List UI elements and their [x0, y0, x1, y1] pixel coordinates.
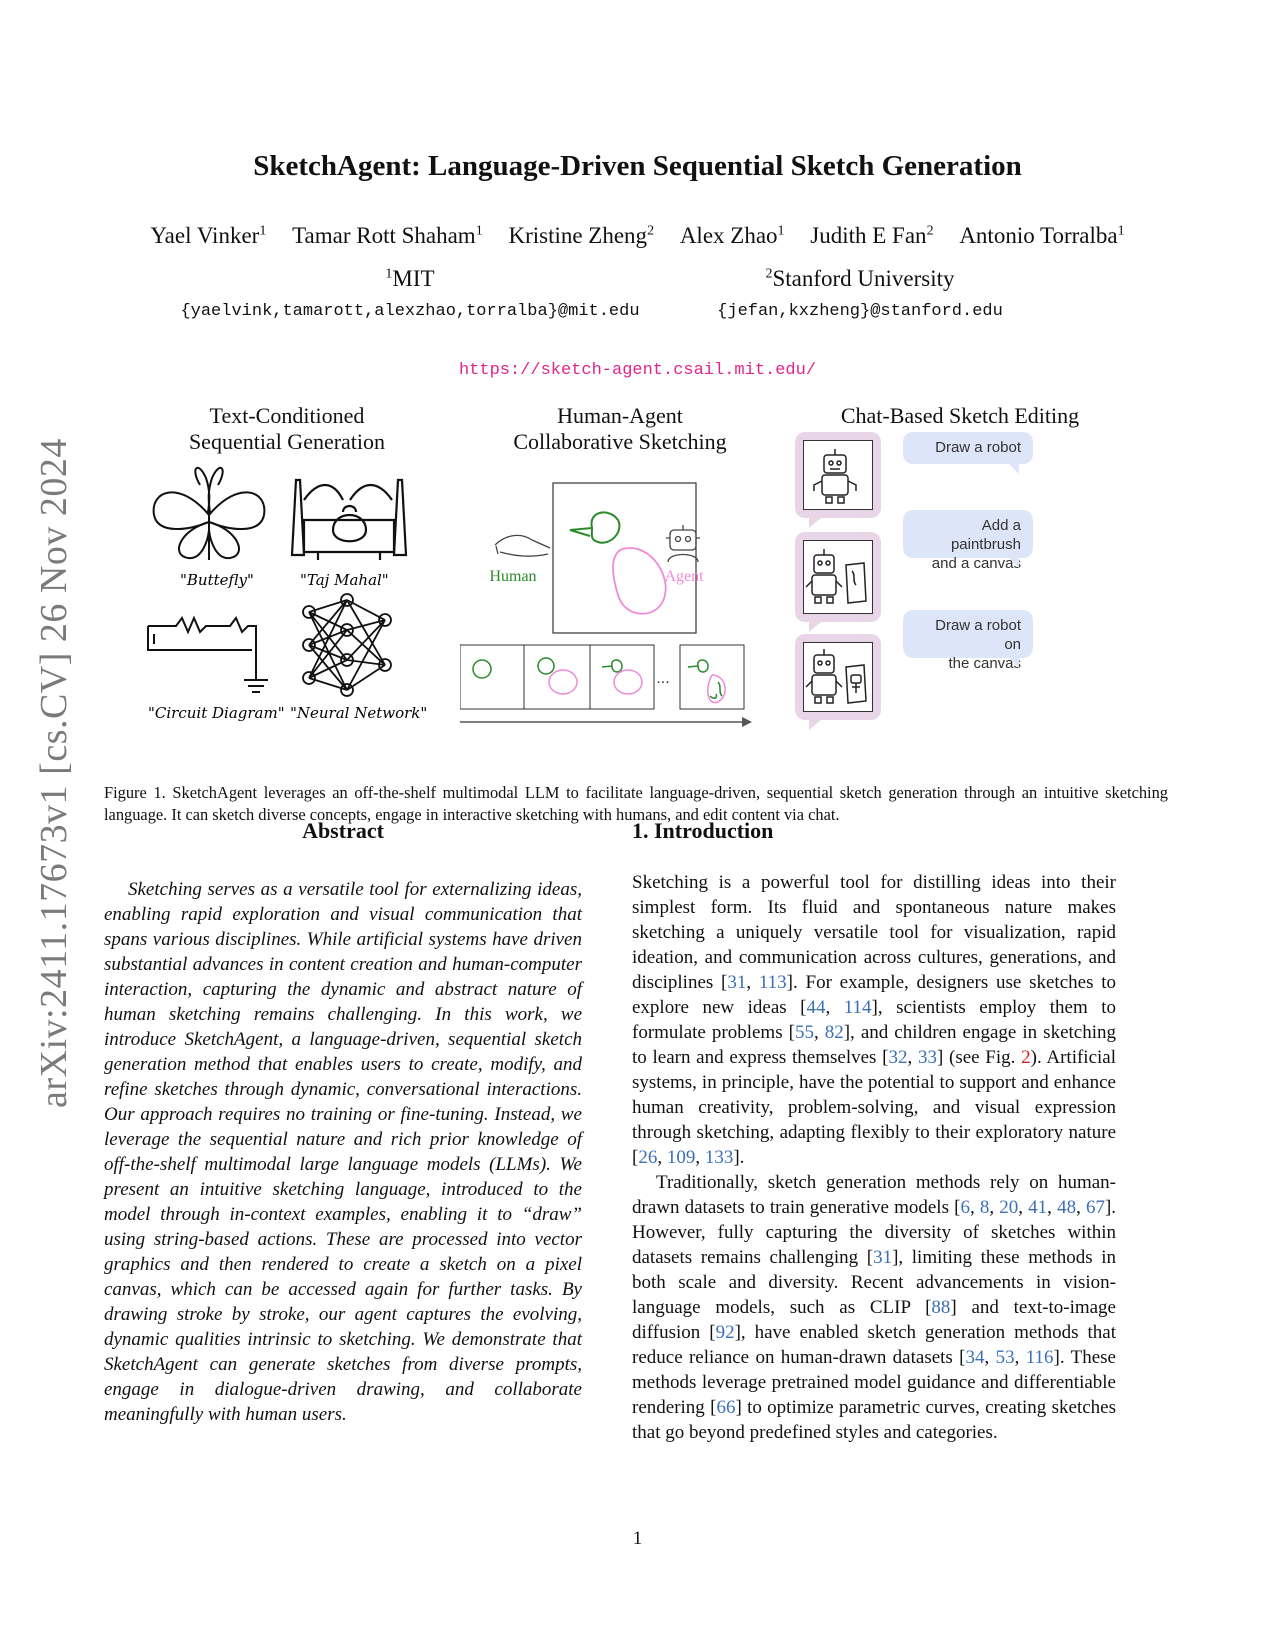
introduction-heading: 1. Introduction [632, 818, 774, 843]
citation-link[interactable]: 133 [704, 1147, 734, 1168]
citation-link[interactable]: 92 [715, 1322, 735, 1343]
butterfly-sketch [154, 468, 265, 560]
author: Tamar Rott Shaham$^1$ [292, 223, 483, 248]
citation-link[interactable]: 114 [843, 997, 872, 1018]
citation-link[interactable]: 67 [1085, 1197, 1105, 1218]
paper-title: SketchAgent: Language-Driven Sequential Sketch Generation [253, 150, 1022, 182]
citation-link[interactable]: 66 [716, 1397, 736, 1418]
taj-mahal-sketch [292, 480, 406, 560]
page-number: 1 [632, 1528, 643, 1549]
citation-link[interactable]: 88 [931, 1297, 951, 1318]
robot-sketch-1 [804, 441, 872, 509]
affiliation-stanford: $^2$Stanford University [765, 266, 955, 291]
citation-link[interactable]: 48 [1057, 1197, 1077, 1218]
neural-network-sketch [303, 594, 391, 696]
author: Judith E Fan$^2$ [810, 223, 934, 248]
author: Kristine Zheng$^2$ [508, 223, 655, 248]
author-list [0, 223, 1275, 249]
citation-link[interactable]: 82 [824, 1022, 844, 1043]
citation-link[interactable]: 44 [806, 997, 826, 1018]
arxiv-stamp [4, 410, 84, 1110]
sketch-label-butterfly: "Buttefly" [180, 571, 254, 589]
citation-link[interactable]: 31 [873, 1247, 893, 1268]
abstract-text: Sketching serves as a versatile tool for externalizing ideas, enabling rapid exploration and visual communication that spans various disciplines. While artificial systems have driven substantial advances in content creation and human-computer interaction, capturing the dynamic and abstract nature of human sketching remains challenging. In this work, we introduce SketchAgent, a language-driven, sequential sketch generation method that enables users to create, modify, and refine sketches through dynamic, conversational interactions. Our approach requires no training or fine-tuning. Instead, we leverage the sequential nature and rich prior knowledge of off-the-shelf multimodal large language models (LLMs). We present an intuitive sketching language, introduced to the model through in-context examples, enabling it to “draw” using string-based actions. These are processed into vector graphics and then rendered to create a sketch on a pixel canvas, which can be accessed again for further tasks. By drawing stroke by stroke, our agent captures the evolving, dynamic qualities intrinsic to sketching. We demonstrate that SketchAgent can generate sketches from diverse prompts, engage in dialogue-driven drawing, and collaborate meaningfully with human users. [104, 879, 582, 1425]
chat-canvas-frame-3 [795, 634, 881, 720]
author: Alex Zhao$^1$ [679, 223, 785, 248]
progression-arrow [460, 717, 752, 727]
chat-canvas-frame-1 [795, 432, 881, 518]
email-mit: {yaelvink,tamarott,alexzhao,torralba}@mit.edu [180, 302, 640, 321]
intro-paragraph-2: Traditionally, sketch generation methods rely on human-drawn datasets to train generative models [6, 8, 20, 41, 48, 67]. However, fully capturing the diversity of sketches within datasets remains challenging [31], limiting these methods in both scale and diversity. Recent advancements in vision-language models, such as CLIP [88] and text-to-image diffusion [92], have enabled sketch generation methods that reduce reliance on human-drawn datasets [34, 53, 116]. These methods leverage pretrained model guidance and differentiable rendering [66] to optimize parametric curves, creating sketches that go beyond predefined styles and categories. [632, 1172, 1117, 1443]
citation-link[interactable]: 41 [1028, 1197, 1048, 1218]
chat-canvas-frame-2 [795, 532, 881, 622]
collaborative-sketching-panel [460, 470, 790, 760]
project-url[interactable]: https://sketch-agent.csail.mit.edu/ [458, 361, 817, 380]
panel-title-collaborative: Human-Agent Collaborative Sketching [513, 403, 727, 454]
shared-canvas [553, 483, 696, 633]
citation-link[interactable]: 55 [794, 1022, 814, 1043]
citation-link[interactable]: 26 [638, 1147, 658, 1168]
email-stanford: {jefan,kxzheng}@stanford.edu [717, 302, 1003, 321]
panel-title-text-conditioned: Text-Conditioned Sequential Generation [188, 403, 386, 454]
sketch-label-neural-network: "Neural Network" [290, 704, 428, 722]
intro-paragraph-1: Sketching is a powerful tool for distilling ideas into their simplest form. Its fluid and spontaneous nature makes sketching a uniquely versatile tool for visualization, rapid ideation, and communication across cultures, generations, and disciplines [31, 113]. For example, designers use sketches to explore new ideas [44, 114], scientists employ them to formulate problems [55, 82], and children engage in sketching to learn and express themselves [32, 33] (see Fig. 2). Artificial systems, in principle, have the potential to support and enhance human creativity, problem-solving, and visual expression through sketching, adapting flexibly to their exploratory nature [26, 109, 133]. [632, 872, 1117, 1168]
citation-link[interactable]: 20 [999, 1197, 1019, 1218]
citation-link[interactable]: 113 [758, 972, 787, 993]
sketch-progression-strip [460, 645, 744, 709]
author: Antonio Torralba$^1$ [959, 223, 1125, 248]
sketch-label-taj-mahal: "Taj Mahal" [300, 571, 389, 589]
panel-title-chat-editing: Chat-Based Sketch Editing [840, 403, 1080, 428]
sketch-label-circuit: "Circuit Diagram" [148, 704, 285, 722]
abstract-heading: Abstract [302, 818, 384, 843]
text-conditioned-sketches [140, 460, 430, 765]
author: Yael Vinker$^1$ [150, 223, 267, 248]
affiliation-mit: $^1$MIT [385, 266, 435, 291]
citation-link[interactable]: 116 [1025, 1347, 1054, 1368]
citation-link[interactable]: 33 [917, 1047, 937, 1068]
citation-link[interactable]: 53 [995, 1347, 1015, 1368]
figure-caption: Figure 1. SketchAgent leverages an off-the-shelf multimodal LLM to facilitate language-driven, sequential sketch generation through an intuitive sketching language. It can sketch diverse concepts, engage in interactive sketching with humans, and edit content via chat. [104, 783, 1168, 824]
citation-link[interactable]: 31 [727, 972, 747, 993]
human-label: Human [489, 568, 537, 585]
chat-message-1: Draw a robot [903, 432, 1033, 464]
chat-message-3: Draw a robot on the canvas [903, 610, 1033, 658]
circuit-diagram-sketch [148, 618, 268, 692]
citation-link[interactable]: 32 [888, 1047, 908, 1068]
chat-message-2: Add a paintbrush and a canvas [903, 510, 1033, 558]
figure-ref-link[interactable]: 2 [1021, 1047, 1031, 1068]
citation-link[interactable]: 6 [960, 1197, 970, 1218]
robot-sketch-2 [804, 541, 872, 613]
robot-sketch-3 [804, 643, 872, 711]
arxiv-id: arXiv:2411.17673v1 [cs.CV] 26 Nov 2024 [33, 438, 75, 1108]
citation-link[interactable]: 109 [666, 1147, 696, 1168]
citation-link[interactable]: 34 [965, 1347, 985, 1368]
agent-label: Agent [664, 568, 704, 585]
progression-ellipsis: ... [656, 670, 670, 687]
human-hand-icon [495, 535, 550, 556]
citation-link[interactable]: 8 [979, 1197, 990, 1218]
